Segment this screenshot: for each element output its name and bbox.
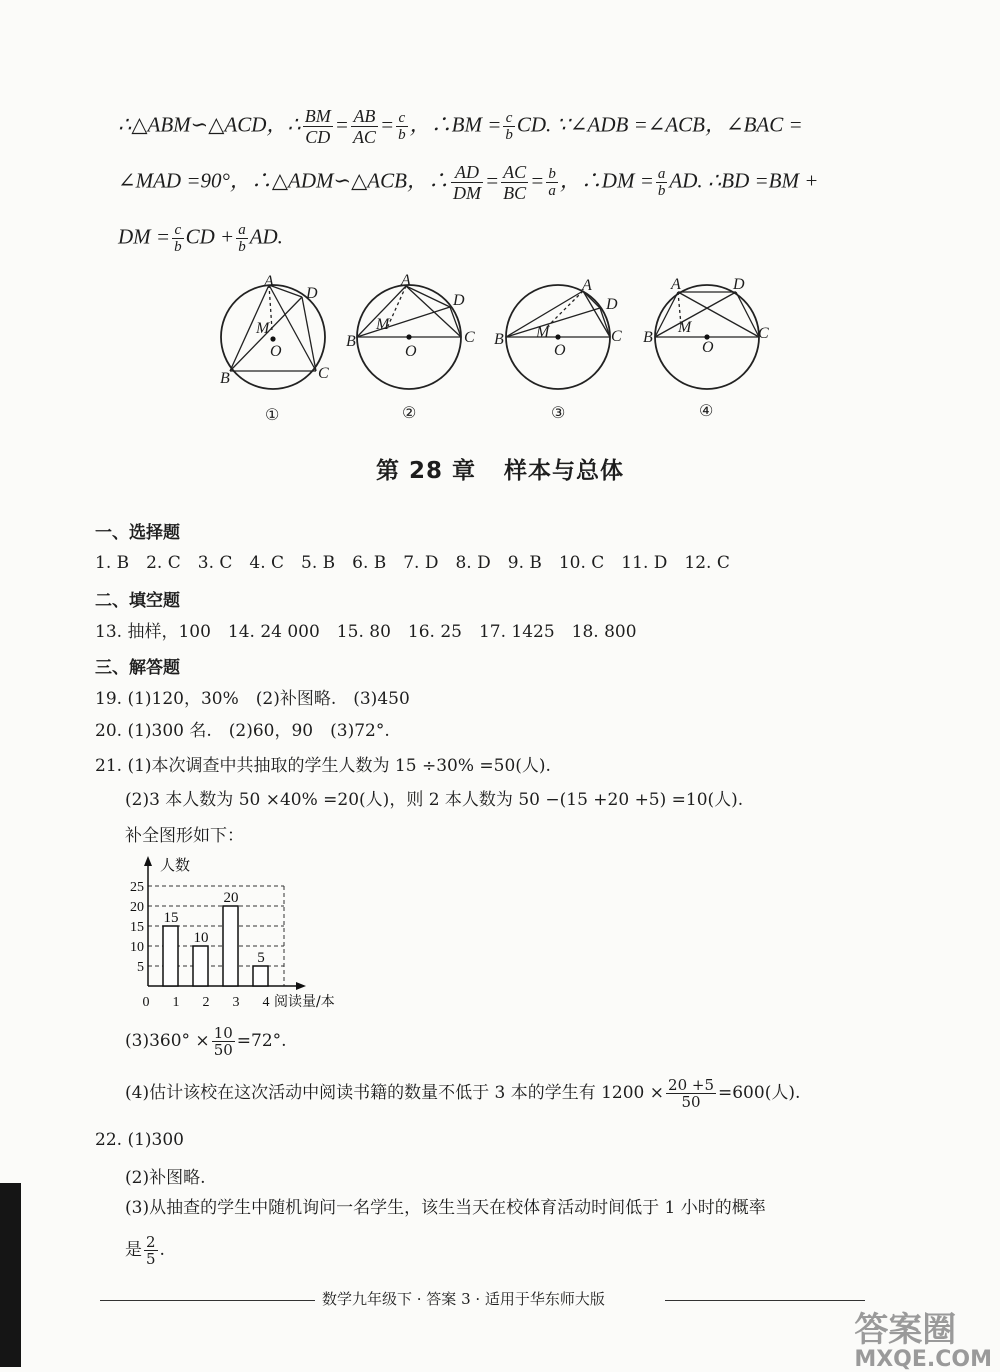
- fraction: [501, 162, 528, 203]
- fraction: [451, 162, 483, 203]
- chapter-name: 样本与总体: [504, 458, 625, 484]
- answer-22-1: 22. (1)300: [95, 1130, 184, 1150]
- x-tick-label: 4: [262, 995, 270, 1010]
- denominator: 50: [681, 1093, 701, 1111]
- denominator: CD: [305, 127, 331, 147]
- fig3-label-C: C: [611, 328, 622, 345]
- fig1-label-A: A: [264, 273, 274, 290]
- fraction: [503, 110, 515, 143]
- answer-21-4: [125, 1025, 287, 1058]
- equals: =: [334, 112, 349, 137]
- equals: =: [379, 112, 395, 137]
- fraction: [172, 222, 184, 255]
- x-tick-label: 0: [142, 995, 150, 1010]
- fraction: [236, 222, 248, 255]
- proof-line-2: [118, 162, 818, 203]
- numerator: c: [396, 110, 408, 127]
- chapter-number: 第 28 章: [375, 458, 477, 484]
- denominator: b: [657, 183, 666, 199]
- answer-text: =600(人).: [718, 1083, 801, 1103]
- proof-line-1: [118, 106, 803, 147]
- fig2-label-D: D: [453, 292, 465, 309]
- answer-21-1: 21. (1)本次调查中共抽取的学生人数为 15 ÷30% =50(人).: [95, 756, 551, 776]
- fig4-label-A: A: [671, 276, 681, 293]
- answer-22-3: (3)从抽查的学生中随机询问一名学生，该生当天在校体育活动时间低于 1 小时的概率: [125, 1198, 766, 1218]
- fig2-label-A: A: [401, 272, 411, 289]
- proof-text: DM =: [118, 224, 171, 249]
- x-tick-label: 3: [232, 995, 240, 1010]
- equals: =: [484, 168, 500, 193]
- watermark-url: MXQE.COM: [854, 1347, 992, 1372]
- fig1-label-C: C: [318, 365, 329, 382]
- fig3-label-O: O: [554, 342, 566, 359]
- answer-20: 20. (1)300 名. (2)60，90 (3)72°.: [95, 721, 390, 741]
- denominator: DM: [452, 183, 481, 203]
- numerator: AB: [351, 106, 378, 127]
- fraction: [396, 110, 408, 143]
- answer-21-2: (2)3 本人数为 50 ×40% =20(人)，则 2 本人数为 50 −(15 +20 +5) =10(人).: [125, 790, 744, 810]
- fig1-label-O: O: [270, 343, 282, 360]
- fraction: [656, 166, 668, 199]
- y-tick-label: 5: [137, 960, 144, 975]
- section-heading-fill: 二、填空题: [95, 591, 180, 611]
- fig2-label-O: O: [405, 343, 417, 360]
- numerator: a: [657, 166, 666, 182]
- denominator: BC: [503, 183, 527, 203]
- footer-rule-right: [665, 1300, 865, 1301]
- answer-21-5: [125, 1077, 800, 1110]
- y-tick-label: 20: [130, 900, 144, 915]
- fraction: [666, 1077, 716, 1110]
- section-heading-solve: 三、解答题: [95, 658, 180, 678]
- figure-label-3: ③: [551, 403, 566, 422]
- numerator: c: [172, 222, 184, 239]
- numerator: c: [503, 110, 515, 127]
- x-axis-label: 阅读量/本: [274, 994, 335, 1010]
- bar-value-label: 5: [257, 950, 265, 966]
- answer-text: (4)估计该校在这次活动中阅读书籍的数量不低于 3 本的学生有 1200 ×: [125, 1083, 665, 1103]
- y-axis-label: 人数: [160, 856, 191, 874]
- bar-value-label: 15: [163, 910, 179, 926]
- y-tick-label: 10: [130, 940, 144, 955]
- fig1-label-M: M: [256, 320, 270, 337]
- bar: [163, 926, 178, 986]
- answer-text: 是: [125, 1240, 142, 1260]
- fig2-label-B: B: [346, 333, 356, 350]
- fig2-label-C: C: [464, 329, 475, 346]
- bar-value-label: 10: [193, 930, 209, 946]
- answer-22-2: (2)补图略.: [125, 1168, 206, 1188]
- fig2-label-M: M: [376, 316, 390, 333]
- bar: [193, 946, 208, 986]
- x-tick-label: 1: [172, 995, 180, 1010]
- proof-text: ∴△ABM∽△ACD，∴: [118, 112, 301, 137]
- proof-text: AD. ∴BD =BM +: [669, 168, 819, 193]
- figure-2-lines: [357, 286, 461, 337]
- fig4-label-M: M: [678, 319, 692, 336]
- answer-22-4: [125, 1234, 165, 1267]
- proof-text: AD.: [249, 224, 283, 249]
- proof-line-3: [118, 222, 283, 255]
- section-heading-choice: 一、选择题: [95, 523, 180, 543]
- bar-chart: [110, 852, 370, 1012]
- equals: =: [530, 168, 545, 193]
- denominator: AC: [352, 127, 376, 147]
- proof-text: CD +: [185, 224, 235, 249]
- denominator: b: [398, 127, 406, 143]
- fig3-label-D: D: [606, 296, 618, 313]
- numerator: a: [238, 222, 246, 238]
- fig3-label-A: A: [582, 277, 592, 294]
- denominator: 5: [146, 1250, 156, 1268]
- numerator: 10: [213, 1024, 233, 1042]
- answer-text: .: [159, 1240, 165, 1260]
- fig4-label-D: D: [733, 276, 745, 293]
- x-tick-label: 2: [202, 995, 210, 1010]
- fig1-label-B: B: [220, 370, 230, 387]
- denominator: a: [548, 183, 556, 199]
- numerator: BM: [304, 106, 331, 126]
- proof-text: ∠MAD =90°，∴△ADM∽△ACB，∴: [118, 168, 449, 193]
- answer-text: (3)360° ×: [125, 1031, 210, 1051]
- fig3-label-B: B: [494, 331, 504, 348]
- proof-text: ，∴DM =: [559, 168, 654, 193]
- denominator: 50: [213, 1041, 233, 1059]
- answer-21-3: 补全图形如下：: [125, 826, 244, 846]
- fraction: [351, 106, 378, 147]
- proof-text: ，∴BM =: [409, 112, 502, 137]
- figure-label-1: ①: [265, 405, 280, 424]
- numerator: b: [548, 166, 556, 182]
- fig4-label-O: O: [702, 339, 714, 356]
- chapter-title: [0, 452, 1000, 485]
- numerator: AC: [503, 162, 527, 182]
- y-tick-label: 15: [130, 920, 144, 935]
- numerator: 20 +5: [668, 1076, 714, 1094]
- proof-text: CD. ∵∠ADB =∠ACB，∠BAC =: [516, 112, 803, 137]
- fig4-label-B: B: [643, 329, 653, 346]
- fraction: [303, 106, 333, 147]
- x-axis-arrow: [296, 982, 306, 990]
- fig1-label-D: D: [306, 285, 318, 302]
- watermark-logo: [854, 1302, 992, 1372]
- denominator: b: [174, 239, 182, 255]
- page-edge-bar: [0, 1183, 21, 1367]
- fill-answers: 13. 抽样，100 14. 24 000 15. 80 16. 25 17. 1425 18. 800: [95, 622, 637, 642]
- choice-answers: 1. B 2. C 3. C 4. C 5. B 6. B 7. D 8. D 9. B 10. C 11. D 12. C: [95, 553, 730, 573]
- answer-text: =72°.: [236, 1031, 287, 1051]
- watermark-title: 答案圈: [854, 1310, 957, 1350]
- denominator: b: [238, 239, 246, 255]
- bar: [253, 966, 268, 986]
- fraction: [212, 1025, 235, 1058]
- y-axis-arrow: [144, 856, 152, 866]
- fraction: [144, 1234, 158, 1267]
- denominator: b: [505, 127, 513, 143]
- y-tick-label: 25: [130, 880, 144, 895]
- footer-rule-left: [100, 1300, 315, 1301]
- numerator: 2: [146, 1233, 156, 1251]
- footer-text: 数学九年级下 · 答案 3 · 适用于华东师大版: [322, 1290, 605, 1308]
- fig4-label-C: C: [758, 325, 769, 342]
- bar-value-label: 20: [223, 890, 239, 906]
- figure-3-lines: [506, 291, 610, 337]
- bar: [223, 906, 238, 986]
- numerator: AD: [451, 162, 483, 183]
- fig3-label-M: M: [536, 324, 550, 341]
- figure-label-2: ②: [402, 403, 417, 422]
- answer-19: 19. (1)120，30% (2)补图略. (3)450: [95, 689, 410, 709]
- fraction: [546, 166, 558, 199]
- figure-label-4: ④: [699, 401, 714, 420]
